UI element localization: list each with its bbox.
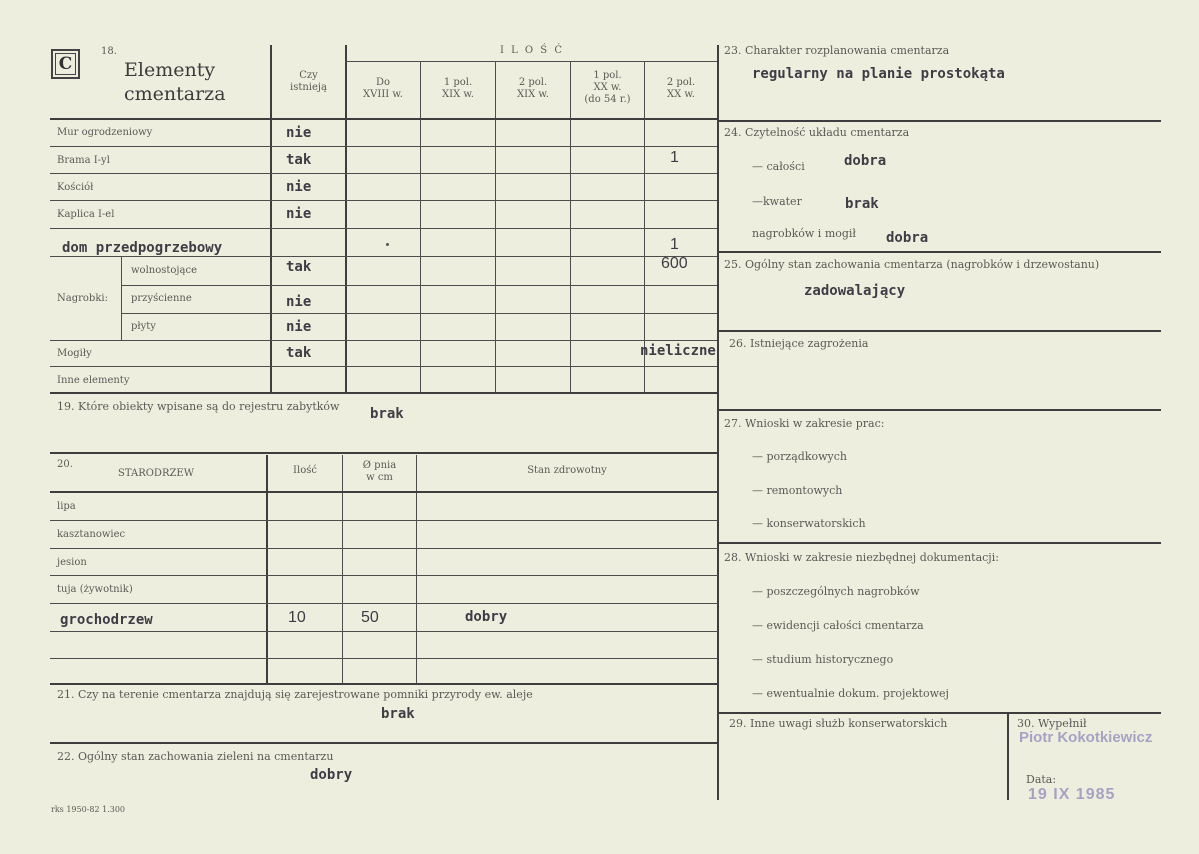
q28-label: 28. Wnioski w zakresie niezbędnej dokumentacji: [724,551,999,564]
exists-header: Czy [299,70,318,81]
page-title-line2: cmentarza [124,83,226,105]
divider [50,200,718,201]
row-label: Kościół [57,182,94,193]
period-header: XIX w. [517,89,549,100]
row-label: Brama I-yl [57,155,110,166]
trees-col-name: STARODRZEW [118,468,194,479]
q28-item: — ewidencji całości cmentarza [752,619,924,632]
exists-value: nie [286,319,312,335]
divider [50,603,718,604]
divider [50,575,718,576]
exists-value: tak [286,259,312,275]
filled-by-stamp: Piotr Kokotkiewicz [1019,729,1153,746]
count-value: nieliczne [640,343,716,359]
count-value: 1 [670,236,679,253]
period-header: XX w. [593,82,622,93]
q27-label: 27. Wnioski w zakresie prac: [724,417,885,430]
trees-section-number: 20. [57,459,73,470]
divider [50,392,718,394]
divider [1007,714,1009,800]
print-info: rks 1950-82 1.300 [51,805,126,814]
divider [50,146,718,147]
divider [719,409,1161,411]
quantity-header: I L O Ś Ć [499,45,564,56]
divider [122,313,718,314]
card-letter: C [58,54,73,74]
period-header: XX w. [667,89,695,100]
tree-name: lipa [57,501,76,512]
divider [50,366,718,367]
q19-value: brak [370,406,404,422]
trees-col-count: Ilość [293,465,317,476]
exists-value: tak [286,152,312,168]
divider [719,120,1161,122]
count-value: 600 [661,255,688,272]
divider [50,683,718,685]
row-label: Inne elementy [57,375,130,386]
exists-value: nie [286,179,312,195]
period-header: 1 pol. [443,77,473,88]
divider [719,330,1161,332]
section-number: 18. [101,46,117,57]
period-header: 2 pol. [518,77,548,88]
tree-name: kasztanowiec [57,529,126,540]
divider [121,257,122,340]
period-header: 2 pol. [666,77,696,88]
tree-name-typed: grochodrzew [60,612,153,628]
nagrobki-label: Nagrobki: [57,293,108,304]
q29-label: 29. Inne uwagi służb konserwatorskich [729,717,948,730]
q27-item: — porządkowych [752,450,847,463]
period-header: XVIII w. [363,89,403,100]
divider [50,742,718,744]
divider [50,340,718,341]
trees-col-diam-unit: w cm [366,472,393,483]
trees-col-diam: Ø pnia [362,460,397,471]
tree-name: jesion [57,557,87,568]
row-label: Mur ogrodzeniowy [57,127,153,138]
divider [345,61,717,62]
tree-diam: 50 [361,609,379,626]
divider [50,173,718,174]
q25-label: 25. Ogólny stan zachowania cmentarza (nagrobków i drzewostanu) [724,258,1100,271]
row-label: Kaplica I-el [57,209,115,220]
row-label: wolnostojące [131,265,197,276]
row-label-typed: dom przedpogrzebowy [62,240,223,256]
page-title: Elementy [124,59,216,81]
divider [50,452,718,454]
exists-value: nie [286,294,312,310]
q22-value: dobry [310,767,353,783]
count-value: 1 [670,149,679,166]
date-stamp: 19 IX 1985 [1028,786,1116,803]
period-header: 1 pol. [593,70,622,81]
divider [50,631,718,632]
q24-whole-label: — całości [752,160,805,173]
q23-value: regularny na planie prostokąta [752,66,1005,82]
divider [719,251,1161,253]
q28-item: — poszczególnych nagrobków [752,585,920,598]
divider [50,658,718,659]
divider [342,455,343,683]
q24-whole-value: dobra [844,153,887,169]
tree-health: dobry [465,609,508,625]
divider [50,548,718,549]
q23-label: 23. Charakter rozplanowania cmentarza [724,44,950,57]
row-label: Mogiły [57,348,92,359]
divider [50,118,718,120]
q30-label: 30. Wypełnił [1017,717,1087,730]
divider [266,455,268,683]
row-label: przyścienne [131,293,192,304]
period-header: XIX w. [442,89,474,100]
q24-graves-value: dobra [886,230,929,246]
period-header: (do 54 r.) [584,94,631,105]
q25-value: zadowalający [804,283,906,299]
trees-col-health: Stan zdrowotny [527,465,607,476]
q21-label: 21. Czy na terenie cmentarza znajdują się zarejestrowane pomniki przyrody ew. aleje [57,688,533,701]
tree-count: 10 [288,609,306,626]
exists-header-line2: istnieją [290,82,327,93]
exists-value: nie [286,206,312,222]
q19-label: 19. Które obiekty wpisane są do rejestru zabytków [57,400,340,413]
divider [50,256,718,257]
tree-name: tuja (żywotnik) [57,584,133,595]
divider [50,520,718,521]
q24-graves-label: nagrobków i mogił [752,227,857,240]
divider [717,45,719,800]
q21-value: brak [381,706,415,722]
q26-label: 26. Istniejące zagrożenia [729,337,869,350]
q24-quarters-value: brak [845,196,879,212]
divider [416,455,417,683]
row-label: płyty [131,321,156,332]
q27-item: — remontowych [752,484,843,497]
card-letter-box [51,49,80,79]
mark-dot [386,243,389,246]
q24-label: 24. Czytelność układu cmentarza [724,126,910,139]
q22-label: 22. Ogólny stan zachowania zieleni na cmentarzu [57,750,334,763]
exists-value: tak [286,345,312,361]
q28-item: — ewentualnie dokum. projektowej [752,687,949,700]
divider [50,228,718,229]
exists-value: nie [286,125,312,141]
period-header: Do [375,77,391,88]
q24-quarters-label: —kwater [752,195,802,208]
divider [719,712,1161,714]
q28-item: — studium historycznego [752,653,894,666]
q30-date-label: Data: [1026,773,1057,786]
divider [719,542,1161,544]
divider [50,491,718,493]
divider [122,285,718,286]
q27-item: — konserwatorskich [752,517,866,530]
